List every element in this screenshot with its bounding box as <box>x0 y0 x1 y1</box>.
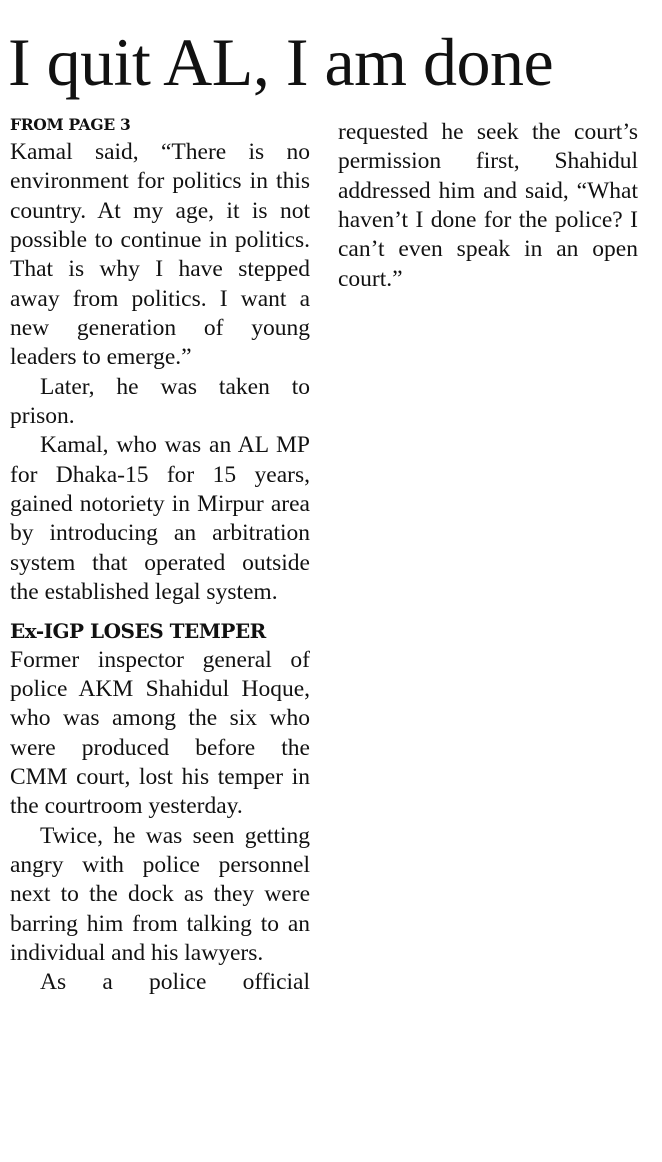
continued-from-label: FROM PAGE 3 <box>10 115 131 134</box>
headline: I quit AL, I am done <box>8 24 554 100</box>
paragraph-court-permission: requested he seek the court’s permission first, Shahidul addressed him and said, “What haven’t I done for the police? I can’t even speak in an open court.” <box>338 119 638 292</box>
left-column <box>10 112 310 998</box>
paragraph-police-official: As a police official <box>40 969 310 996</box>
right-column <box>338 118 638 294</box>
paragraph-kamal-quote: Kamal said, “There is no environment for politics in this country. At my age, it is not possible to continue in politics. That is why I have stepped away from politics. I want a new generation of young leaders to emerge.” <box>10 139 310 371</box>
paragraph-former-igp: Former inspector general of police AKM Shahidul Hoque, who was among the six who were produced before the CMM court, lost his temper in the courtroom yesterday. <box>10 646 310 820</box>
paragraph-prison: Later, he was taken to prison. <box>10 373 310 430</box>
paragraph-twice-angry: Twice, he was seen getting angry with police personnel next to the dock as they were barring him from talking to an individual and his lawyers. <box>10 822 310 966</box>
subheading: Ex-IGP LOSES TEMPER <box>10 618 266 643</box>
paragraph-kamal-mp: Kamal, who was an AL MP for Dhaka-15 for 15 years, gained notoriety in Mirpur area by introducing an arbitration system that operated outside the established legal system. <box>10 432 310 606</box>
